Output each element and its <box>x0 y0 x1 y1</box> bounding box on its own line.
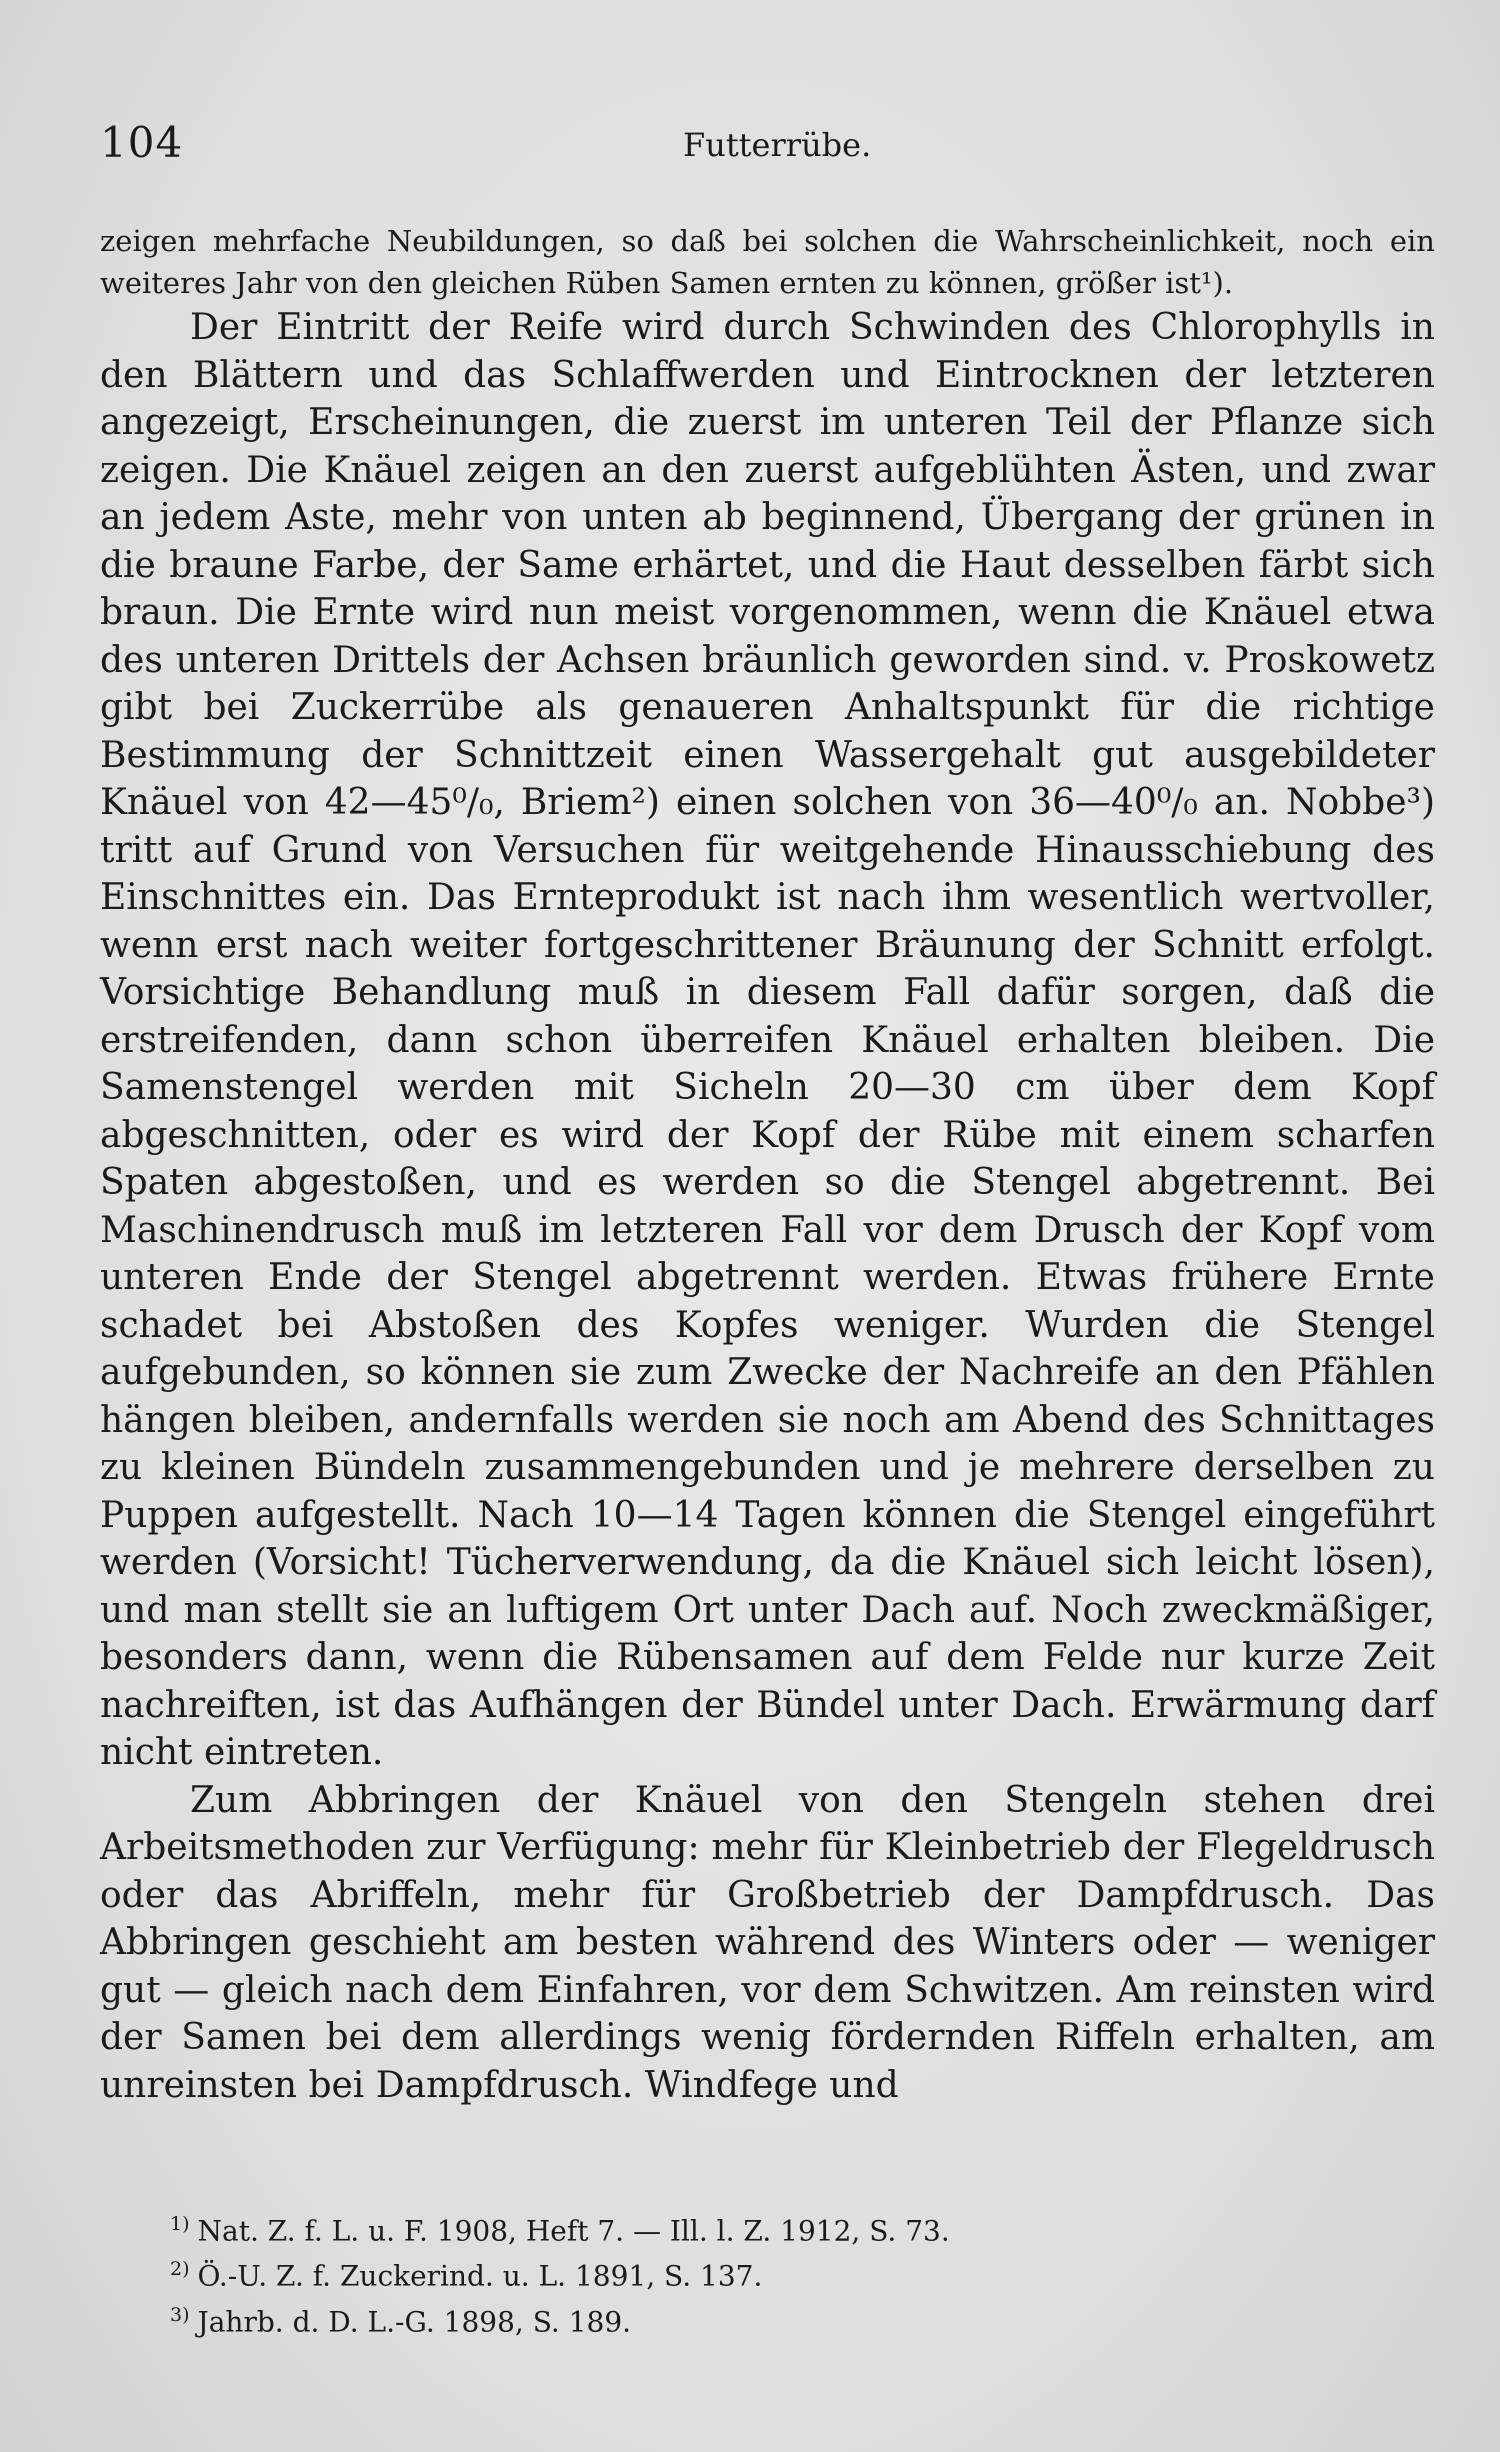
footnote-text: Jahrb. d. D. L.-G. 1898, S. 189. <box>197 2304 632 2338</box>
page-number: 104 <box>100 118 184 167</box>
footnote-text: Ö.-U. Z. f. Zuckerind. u. L. 1891, S. 137. <box>197 2259 763 2293</box>
footnote-mark: 2) <box>170 2258 190 2281</box>
paragraph-intro: zeigen mehrfache Neubildungen, so daß bei solchen die Wahrscheinlichkeit, noch ein weiteres Jahr von den gleichen Rüben Samen ernten zu können, größer ist¹). <box>100 224 1435 300</box>
footnote-mark: 1) <box>170 2213 190 2235</box>
page-header <box>100 118 1440 178</box>
footnote-3 <box>170 2296 1270 2341</box>
footnote-2 <box>170 2250 1270 2295</box>
paragraph-ripening-harvest: Der Eintritt der Reife wird durch Schwinden des Chlorophylls in den Blättern und das Schlaffwerden und Eintrocknen der letzteren angezeigt, Erscheinungen, die zuerst im unteren Teil der Pflanze sich zeigen. Die Knäuel zeigen an den zuerst aufgeblühten Ästen, und zwar an jedem Aste, mehr von unten ab beginnend, Übergang der grünen in die braune Farbe, der Same erhärtet, und die Haut desselben färbt sich braun. Die Ernte wird nun meist vorgenommen, wenn die Knäuel etwa des unteren Drittels der Achsen bräunlich geworden sind. v. Proskowetz gibt bei Zuckerrübe als genaueren Anhaltspunkt für die richtige Bestimmung der Schnittzeit einen Wassergehalt gut ausgebildeter Knäuel von 42—45⁰/₀, Briem²) einen solchen von 36—40⁰/₀ an. Nobbe³) tritt auf Grund von Versuchen für weitgehende Hinausschiebung des Einschnittes ein. Das Ernteprodukt ist nach ihm wesentlich wertvoller, wenn erst nach weiter fortgeschrittener Bräunung der Schnitt erfolgt. Vorsichtige Behandlung muß in diesem Fall dafür sorgen, daß die erstreifenden, dann schon überreifen Knäuel erhalten bleiben. Die Samenstengel werden mit Sicheln 20—30 cm über dem Kopf abgeschnitten, oder es wird der Kopf der Rübe mit einem scharfen Spaten abgestoßen, und es werden so die Stengel abgetrennt. Bei Maschinendrusch muß im letzteren Fall vor dem Drusch der Kopf vom unteren Ende der Stengel abgetrennt werden. Etwas frühere Ernte schadet bei Abstoßen des Kopfes weniger. Wurden die Stengel aufgebunden, so können sie zum Zwecke der Nachreife an den Pfählen hängen bleiben, andernfalls werden sie noch am Abend des Schnittages zu kleinen Bündeln zusammengebunden und je mehrere derselben zu Puppen aufgestellt. Nach 10—14 Tagen können die Stengel eingeführt werden (Vorsicht! Tücherverwendung, da die Knäuel sich leicht lösen), und man stellt sie an luftigem Ort unter Dach auf. Noch zweckmäßiger, besonders dann, wenn die Rübensamen auf dem Felde nur kurze Zeit nachreiften, ist das Aufhängen der Bündel unter Dach. Erwärmung darf nicht eintreten. <box>100 307 1435 1773</box>
footnote-1 <box>170 2205 1270 2250</box>
paragraph-threshing: Zum Abbringen der Knäuel von den Stengeln stehen drei Arbeitsmethoden zur Verfügung: mehr für Kleinbetrieb der Flegeldrusch oder das Abriffeln, mehr für Großbetrieb der Dampfdrusch. Das Abbringen geschieht am besten während des Winters oder — weniger gut — gleich nach dem Einfahren, vor dem Schwitzen. Am reinsten wird der Samen bei dem allerdings wenig fördernden Riffeln erhalten, am unreinsten bei Dampfdrusch. Windfege und <box>100 1779 1435 2106</box>
footnote-text: Nat. Z. f. L. u. F. 1908, Heft 7. — Ill. l. Z. 1912, S. 73. <box>197 2214 950 2248</box>
running-title: Futterrübe. <box>683 126 872 164</box>
footnote-mark: 3) <box>170 2303 190 2326</box>
footnotes <box>170 2205 1270 2341</box>
body-text <box>100 220 1435 2109</box>
